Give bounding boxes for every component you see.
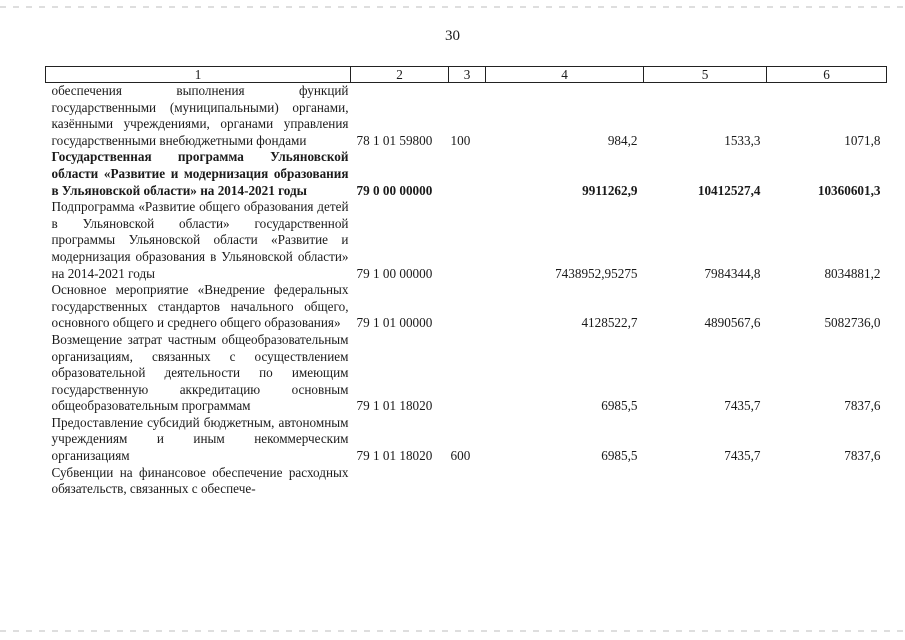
row-name: Государственная программа Ульяновской области «Развитие и модернизация образования в Ульяновской области» на 2014-2021 годы — [51, 149, 349, 198]
row-kind — [449, 332, 486, 415]
row-code: 79 1 01 18020 — [356, 398, 433, 414]
header-col-5: 5 — [644, 67, 767, 83]
row-value-col6: 10360601,3 — [817, 182, 881, 198]
header-col-2: 2 — [351, 67, 449, 83]
row-code: 79 1 01 00000 — [356, 315, 433, 331]
table-row — [46, 415, 887, 465]
row-value-col6: 7837,6 — [844, 448, 881, 464]
header-col-3: 3 — [449, 67, 486, 83]
row-code: 79 0 00 00000 — [356, 182, 433, 198]
row-value-col6: 8034881,2 — [824, 265, 881, 281]
header-col-6: 6 — [767, 67, 887, 83]
row-name: Подпрограмма «Развитие общего образования детей в Ульяновской области» государственной программы Ульяновской области «Развитие и модернизация образования в Ульяновской области» на 2014-2021 годы — [51, 199, 349, 281]
row-value-col6 — [767, 465, 887, 498]
row-value-col5: 4890567,6 — [704, 315, 761, 331]
row-kind: 100 — [450, 132, 471, 148]
row-kind — [449, 282, 486, 332]
row-code: 79 1 00 00000 — [356, 265, 433, 281]
row-value-col6: 5082736,0 — [824, 315, 881, 331]
page-number: 30 — [445, 28, 460, 44]
row-name: Возмещение затрат частным общеобразовательным организациям, связанных с осуществлением образовательной деятельности по имеющим государственную аккредитацию основным общеобразовательным программам — [51, 331, 349, 414]
row-value-col5: 7984344,8 — [704, 265, 761, 281]
row-value-col4: 7438952,95275 — [555, 265, 638, 281]
table-row — [46, 83, 887, 150]
table-row — [46, 282, 887, 332]
row-value-col5 — [644, 465, 767, 498]
row-kind — [449, 465, 486, 498]
row-value-col5: 7435,7 — [724, 448, 761, 464]
scan-noise-top — [0, 6, 905, 8]
table-row — [46, 332, 887, 415]
row-name: Предоставление субсидий бюджетным, автономным учреждениям и иным некоммерческим организациям — [51, 414, 349, 464]
row-value-col4 — [486, 465, 644, 498]
table-row — [46, 465, 887, 498]
row-value-col5: 1533,3 — [724, 132, 761, 148]
table-row — [46, 149, 887, 199]
row-value-col6: 1071,8 — [844, 132, 881, 148]
row-name: обеспечения выполнения функций государственными (муниципальными) органами, казёнными учреждениями, органами управления государственными внебюджетными фондами — [51, 83, 349, 148]
row-value-col4: 4128522,7 — [581, 315, 638, 331]
row-kind: 600 — [450, 448, 471, 464]
row-code: 78 1 01 59800 — [356, 132, 433, 148]
row-name: Субвенции на финансовое обеспечение расходных обязательств, связанных с обеспече- — [51, 464, 349, 497]
table-body — [46, 83, 887, 498]
row-code: 79 1 01 18020 — [356, 448, 433, 464]
header-row — [46, 67, 887, 83]
budget-table — [45, 66, 887, 498]
row-name: Основное мероприятие «Внедрение федеральных государственных стандартов начального общего, основного общего и среднего общего образования» — [51, 282, 349, 331]
row-kind — [449, 199, 486, 282]
row-code — [351, 465, 449, 498]
table-header — [46, 67, 887, 83]
row-value-col5: 10412527,4 — [697, 182, 761, 198]
table-row — [46, 199, 887, 282]
row-value-col5: 7435,7 — [724, 398, 761, 414]
header-col-4: 4 — [486, 67, 644, 83]
row-value-col4: 984,2 — [607, 132, 638, 148]
scan-noise-bottom — [0, 630, 905, 632]
row-value-col4: 6985,5 — [601, 448, 638, 464]
row-value-col4: 9911262,9 — [582, 182, 638, 198]
header-col-1: 1 — [46, 67, 351, 83]
row-kind — [449, 149, 486, 199]
row-value-col4: 6985,5 — [601, 398, 638, 414]
row-value-col6: 7837,6 — [844, 398, 881, 414]
